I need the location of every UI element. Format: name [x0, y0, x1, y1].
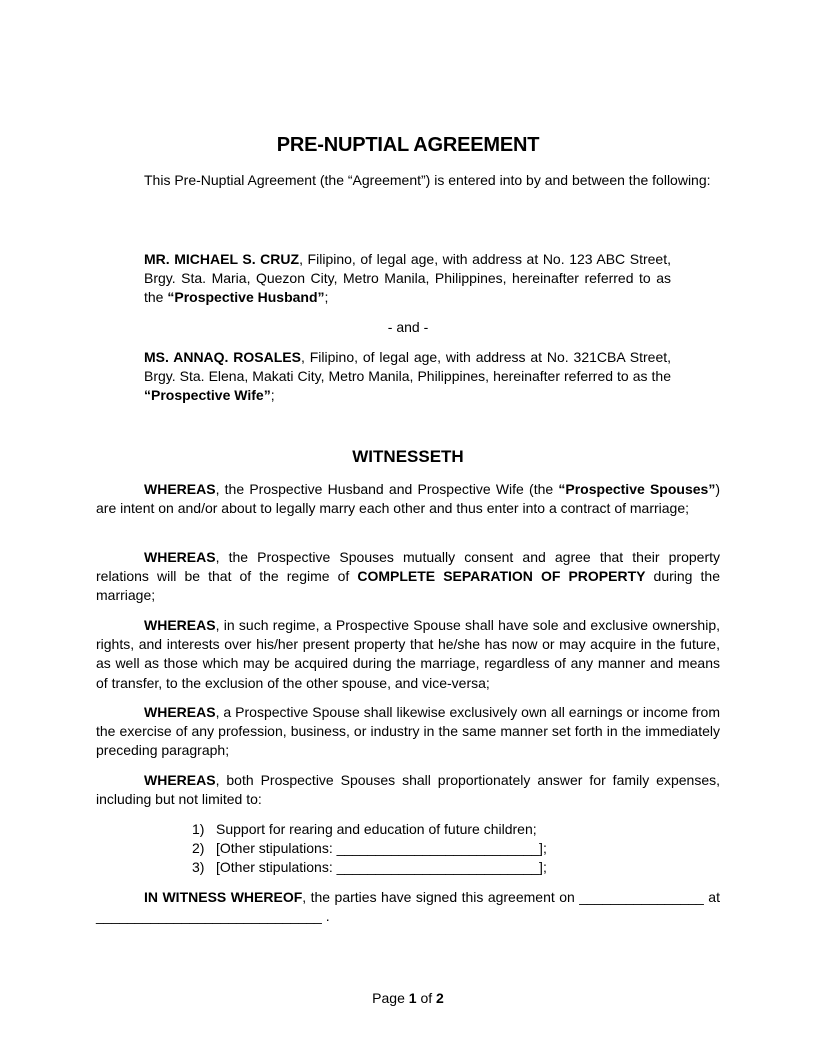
whereas-text: during the marriage;	[96, 568, 720, 604]
page-label: Page	[372, 990, 405, 1006]
husband-end: ;	[324, 289, 329, 306]
whereas-paragraph-1	[96, 480, 720, 518]
husband-paragraph	[144, 250, 671, 308]
list-number: 1)	[192, 821, 205, 837]
list-item	[192, 839, 547, 858]
and-separator: - and -	[387, 319, 429, 335]
of-label: of	[420, 990, 433, 1006]
wife-paragraph	[144, 348, 671, 406]
wife-end: ;	[270, 387, 275, 404]
document-title: PRE-NUPTIAL AGREEMENT	[276, 134, 540, 156]
list-number: 2)	[192, 840, 205, 857]
expense-list	[192, 820, 547, 878]
whereas-paragraph-4	[96, 703, 720, 761]
whereas-paragraph-3	[96, 616, 720, 693]
list-item	[192, 820, 547, 839]
whereas-text: , the Prospective Husband and Prospective Wife (the	[215, 481, 559, 497]
whereas-text: , a Prospective Spouse shall likewise exclusively own all earnings or income from the exercise of any profession, business, or industry in the same manner set forth in the immediately preceding paragraph;	[96, 704, 720, 759]
whereas-bold: COMPLETE SEPARATION OF PROPERTY	[357, 568, 646, 585]
husband-name: MR. MICHAEL S. CRUZ	[144, 251, 300, 267]
wife-designation: “Prospective Wife”	[144, 387, 271, 404]
intro-paragraph: This Pre-Nuptial Agreement (the “Agreement”) is entered into by and between the following:	[144, 172, 711, 188]
whereas-lead: WHEREAS	[144, 772, 216, 788]
list-text: [Other stipulations: __________________________];	[216, 859, 547, 876]
whereas-lead: WHEREAS	[144, 617, 216, 633]
list-number: 3)	[192, 859, 205, 876]
list-text: [Other stipulations: __________________________];	[216, 840, 547, 857]
whereas-text: , in such regime, a Prospective Spouse shall have sole and exclusive ownership, rights, and interests over his/her present property that he/she has now or may acquire in the future, as well as those which may be acquired during the marriage, regardless of any manner and means of transfer, to the exclusion of the other spouse, and vice-versa;	[96, 617, 720, 691]
page-total: 2	[436, 990, 444, 1006]
husband-designation: “Prospective Husband”	[167, 289, 325, 306]
whereas-lead: WHEREAS	[144, 704, 216, 720]
section-title: WITNESSETH	[352, 447, 464, 466]
whereas-bold: “Prospective Spouses”	[558, 481, 716, 497]
whereas-paragraph-5	[96, 771, 720, 809]
witness-paragraph	[96, 888, 720, 926]
whereas-lead: WHEREAS	[144, 549, 216, 565]
list-item	[192, 858, 547, 877]
wife-details: , Filipino, of legal age, with address at No. 321CBA Street, Brgy. Sta. Elena, Makati City, Metro Manila, Philippines, hereinafter referred to as the	[144, 349, 672, 385]
whereas-lead: WHEREAS	[144, 481, 216, 497]
page-footer	[0, 990, 816, 1006]
witness-lead: IN WITNESS WHEREOF	[144, 889, 303, 905]
whereas-text: , the Prospective Spouses mutually consent and agree that their property relations will be that of the regime of	[96, 549, 720, 585]
list-text: Support for rearing and education of future children;	[216, 821, 537, 837]
whereas-paragraph-2	[96, 548, 720, 606]
page-number: 1	[408, 990, 417, 1006]
whereas-text: , both Prospective Spouses shall proportionately answer for family expenses, including but not limited to:	[96, 772, 720, 808]
whereas-text: ) are intent on and/or about to legally marry each other and thus enter into a contract of marriage;	[96, 481, 720, 517]
witness-text: , the parties have signed this agreement on ________________ at _____________________________ .	[96, 889, 720, 925]
husband-details: , Filipino, of legal age, with address at No. 123 ABC Street, Brgy. Sta. Maria, Quezon City, Metro Manila, Philippines, hereinafter referred to as the	[144, 251, 671, 306]
wife-name: MS. ANNAQ. ROSALES	[144, 349, 301, 365]
